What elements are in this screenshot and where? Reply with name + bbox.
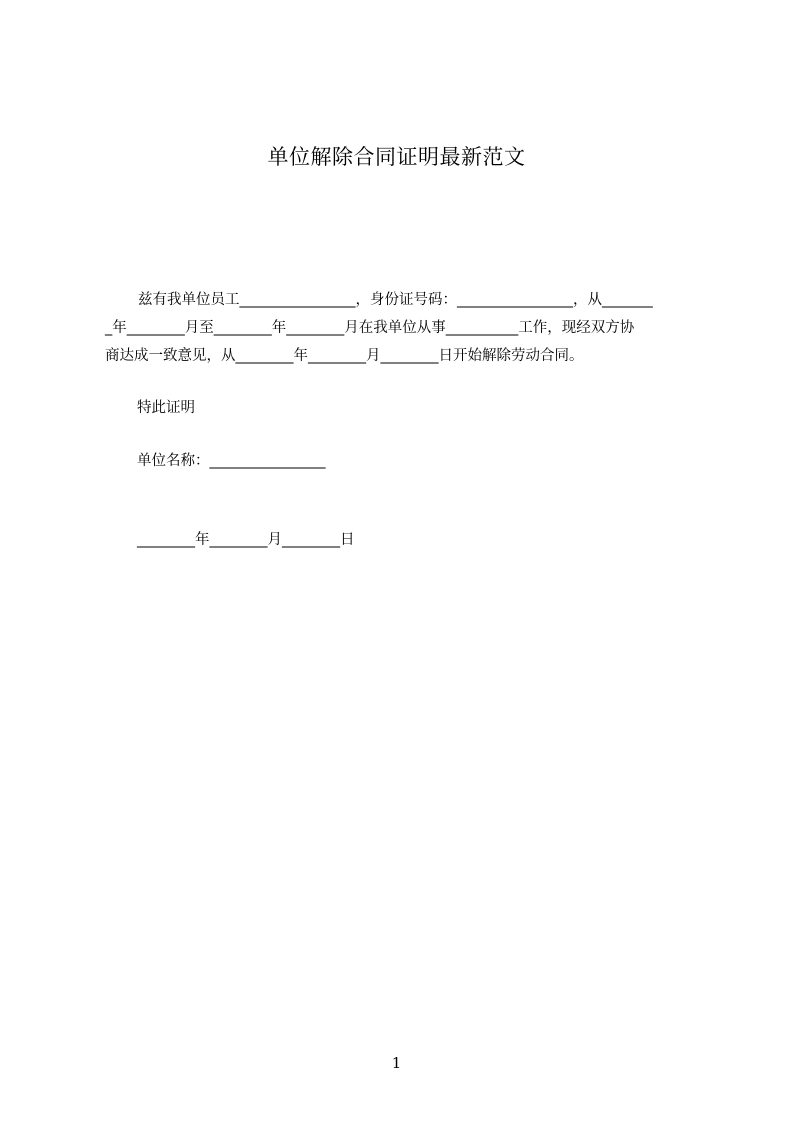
unit-name-line: 单位名称：________________ — [137, 453, 326, 469]
date-line: ________年________月________日 — [137, 532, 355, 548]
document-title: 单位解除合同证明最新范文 — [267, 145, 526, 169]
body-line-1 — [105, 286, 700, 314]
special-proof-text: 特此证明 — [137, 400, 195, 416]
body-paragraph — [105, 286, 700, 370]
body-line-2: _年________月至________年________月在我单位从事__________工作，现经双方协 — [105, 320, 635, 336]
body-line-1-text: 兹有我单位员工________________，身份证号码：________________，从_______ — [138, 292, 653, 308]
page-number: 1 — [391, 1054, 402, 1072]
body-line-3: 商达成一致意见，从________年________月________日开始解除劳动合同。 — [105, 348, 584, 364]
